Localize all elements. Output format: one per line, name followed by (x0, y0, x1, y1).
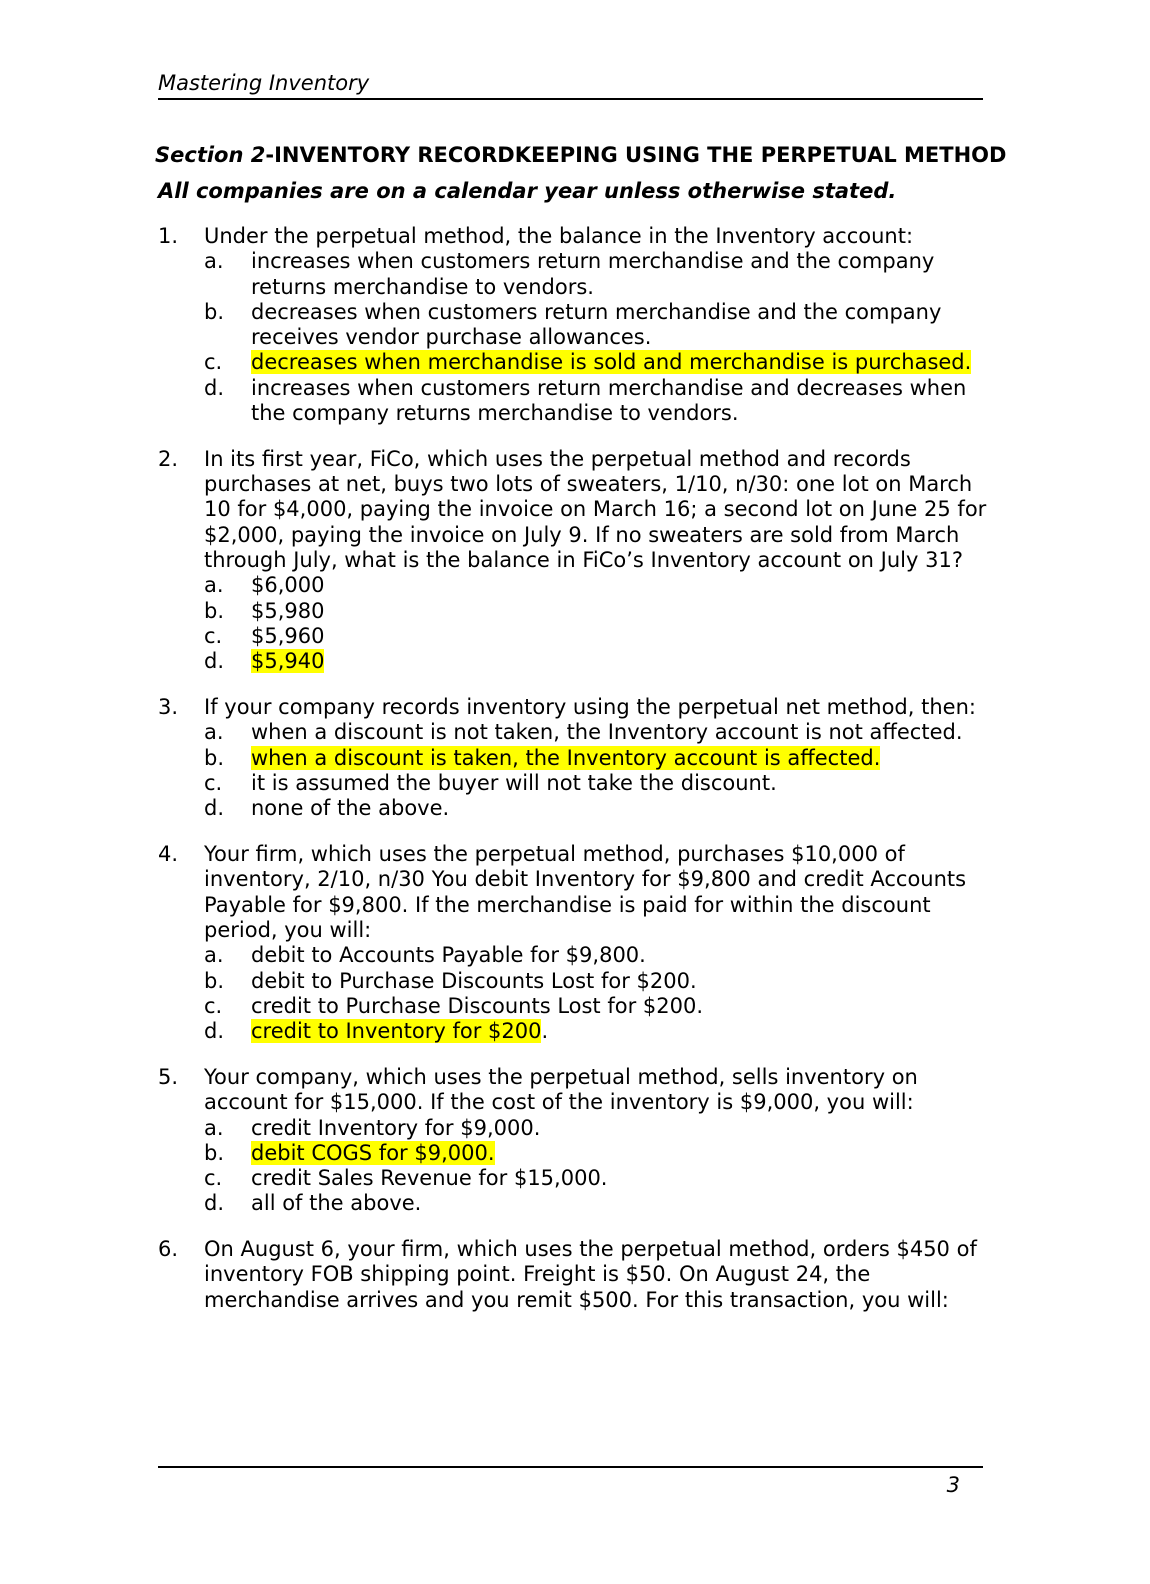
page-number: 3 (946, 1473, 960, 1497)
option-a (204, 249, 988, 300)
option-text: credit to Purchase Discounts Lost for $200. (251, 993, 704, 1018)
option-letter: a. (204, 720, 224, 745)
option-letter: d. (204, 1019, 225, 1044)
option-text: $6,000 (251, 573, 325, 598)
question-list (158, 224, 988, 1334)
option-b (204, 300, 988, 351)
question-1 (158, 224, 988, 426)
option-d (204, 1019, 988, 1044)
option-letter: b. (204, 745, 225, 770)
highlighted-answer: debit COGS for $9,000. (251, 1140, 495, 1165)
option-letter: a. (204, 249, 224, 274)
option-c (204, 350, 988, 375)
option-letter: a. (204, 943, 224, 968)
question-4 (158, 842, 988, 1044)
section-label: Section 2 (155, 143, 266, 167)
highlighted-answer: credit to Inventory for $200 (251, 1019, 542, 1044)
option-d (204, 796, 988, 821)
option-letter: c. (204, 350, 223, 375)
option-letter: c. (204, 623, 223, 648)
option-letter: a. (204, 573, 224, 598)
question-number: 6. (158, 1237, 179, 1262)
question-number: 4. (158, 842, 179, 867)
footer-rule (158, 1466, 983, 1468)
section-subtitle: All companies are on a calendar year unless otherwise stated. (158, 179, 897, 203)
highlighted-answer: $5,940 (251, 649, 325, 674)
option-b (204, 1141, 988, 1166)
option-letter: a. (204, 1115, 224, 1140)
question-number: 1. (158, 224, 179, 248)
option-text: it is assumed the buyer will not take the discount. (251, 770, 777, 795)
option-text: all of the above. (251, 1191, 422, 1216)
option-c (204, 624, 988, 649)
option-d (204, 376, 988, 427)
option-letter: d. (204, 649, 225, 674)
option-letter: b. (204, 968, 225, 993)
question-text: Under the perpetual method, the balance in the Inventory account: (204, 224, 914, 248)
question-text: Your company, which uses the perpetual method, sells inventory on account for $15,000. If the cost of the inventory is $9,000, you will: (204, 1064, 918, 1115)
option-text: increases when customers return merchandise and decreases when the company returns merchandise to vendors. (251, 375, 967, 426)
option-b (204, 969, 988, 994)
option-letter: d. (204, 1191, 225, 1216)
option-text: $5,960 (251, 623, 325, 648)
option-text: decreases when customers return merchandise and the company receives vendor purchase allowances. (251, 299, 942, 350)
option-text: $5,980 (251, 598, 325, 623)
question-text: Your firm, which uses the perpetual method, purchases $10,000 of inventory, 2/10, n/30 You debit Inventory for $9,800 and credit Accounts Payable for $9,800. If the merchandise is paid for within the discount period, you will: (204, 842, 967, 942)
option-letter: d. (204, 796, 225, 821)
highlighted-answer: decreases when merchandise is sold and merchandise is purchased. (251, 350, 972, 375)
section-heading (155, 142, 1055, 168)
highlighted-answer: when a discount is taken, the Inventory account is affected. (251, 745, 881, 770)
option-d (204, 1191, 988, 1216)
option-d (204, 649, 988, 674)
option-text: none of the above. (251, 796, 450, 821)
option-a (204, 573, 988, 598)
option-c (204, 771, 988, 796)
question-3 (158, 695, 988, 821)
question-number: 2. (158, 446, 179, 471)
option-a (204, 1116, 988, 1141)
option-letter: b. (204, 299, 225, 324)
option-text: credit Sales Revenue for $15,000. (251, 1166, 608, 1191)
option-a (204, 943, 988, 968)
question-5 (158, 1065, 988, 1217)
question-number: 5. (158, 1064, 179, 1089)
option-b (204, 746, 988, 771)
option-a (204, 720, 988, 745)
option-letter: b. (204, 598, 225, 623)
option-text: when a discount is not taken, the Inventory account is not affected. (251, 720, 963, 745)
running-header: Mastering Inventory (158, 70, 983, 100)
option-letter: c. (204, 770, 223, 795)
question-text: In its first year, FiCo, which uses the perpetual method and records purchases at net, buys two lots of sweaters, 1/10, n/30: one lot on March 10 for $4,000, paying the invoice on March 16; a second lot on June 25 for $2,000, paying the invoice on July 9. If no sweaters are sold from March through July, what is the balance in FiCo’s Inventory account on July 31? (204, 446, 987, 573)
option-letter: c. (204, 993, 223, 1018)
question-number: 3. (158, 695, 179, 720)
section-title-text: -INVENTORY RECORDKEEPING USING THE PERPETUAL METHOD (265, 143, 1007, 167)
option-text: credit Inventory for $9,000. (251, 1115, 541, 1140)
option-letter: c. (204, 1166, 223, 1191)
option-suffix: . (541, 1019, 549, 1044)
option-letter: d. (204, 375, 225, 400)
option-b (204, 599, 988, 624)
question-6 (158, 1237, 988, 1313)
option-letter: b. (204, 1140, 225, 1165)
question-text: On August 6, your firm, which uses the perpetual method, orders $450 of inventory FOB shipping point. Freight is $50. On August 24, the merchandise arrives and you remit $500. For this transaction, you will: (204, 1237, 977, 1312)
option-text: increases when customers return merchandise and the company returns merchandise to vendors. (251, 249, 935, 299)
option-c (204, 994, 988, 1019)
question-2 (158, 447, 988, 675)
question-text: If your company records inventory using the perpetual net method, then: (204, 695, 976, 720)
option-c (204, 1166, 988, 1191)
option-text: debit to Accounts Payable for $9,800. (251, 943, 646, 968)
option-text: debit to Purchase Discounts Lost for $200. (251, 968, 697, 993)
